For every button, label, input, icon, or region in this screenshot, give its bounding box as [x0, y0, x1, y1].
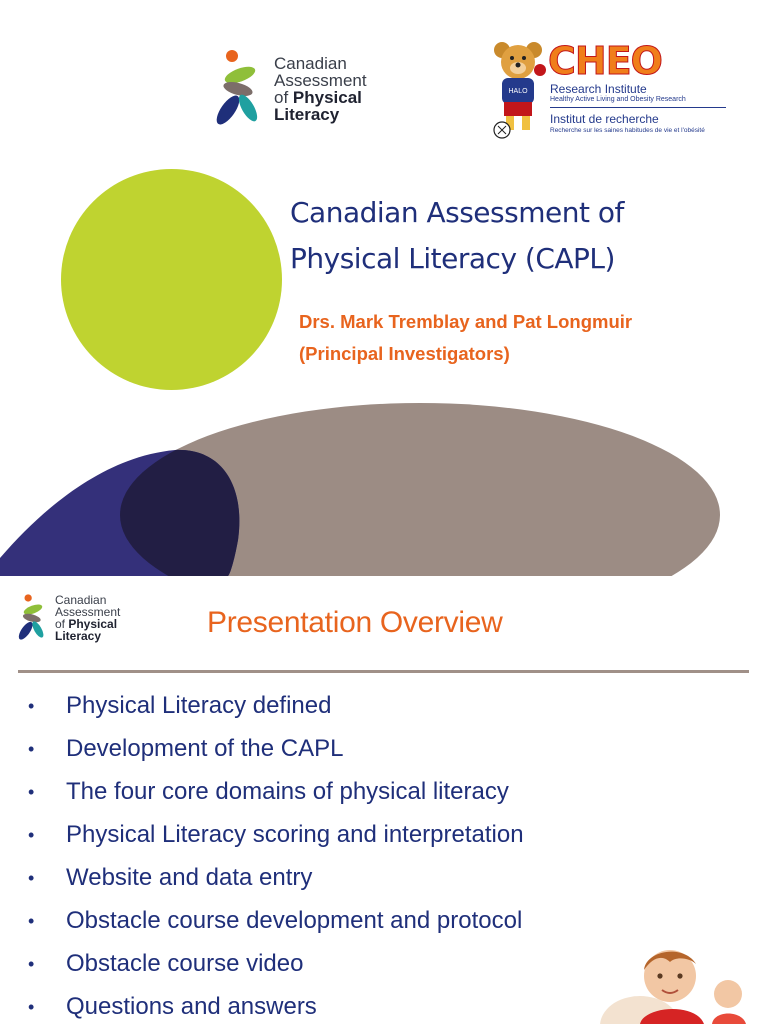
capl-word-1: Canadian	[55, 593, 107, 607]
list-item-text: Development of the CAPL	[66, 735, 344, 762]
slide-subtitle	[299, 306, 739, 370]
cheo-research-institute: Research Institute	[550, 82, 647, 96]
overview-slide	[0, 576, 768, 1024]
capl-logo	[212, 48, 367, 130]
cheo-institut: Institut de recherche	[550, 112, 659, 126]
cheo-french-tagline: Recherche sur les saines habitudes de vie et l'obésité	[550, 127, 705, 134]
capl-word-2: Assessment	[55, 605, 121, 619]
cheo-halo-tagline: Healthy Active Living and Obesity Research	[550, 96, 686, 103]
list-item	[28, 692, 524, 735]
bullet-icon: •	[28, 782, 35, 802]
cheo-divider	[550, 107, 726, 108]
capl-wordmark	[55, 594, 120, 642]
list-item	[28, 735, 524, 778]
list-item	[28, 907, 524, 950]
slide-title	[290, 190, 750, 282]
list-item	[28, 950, 524, 993]
bullet-icon: •	[28, 997, 35, 1017]
slide-subtitle-line-2: (Principal Investigators)	[299, 343, 510, 364]
list-item-text: Physical Literacy scoring and interpretation	[66, 821, 524, 848]
bullet-icon: •	[28, 868, 35, 888]
bullet-icon: •	[28, 954, 35, 974]
capl-word-3-bold: Physical	[68, 617, 118, 631]
capl-figure-icon	[212, 48, 268, 130]
capl-word-1: Canadian	[274, 54, 347, 73]
capl-word-4: Literacy	[274, 105, 340, 124]
slide-title-line-2: Physical Literacy (CAPL)	[290, 242, 615, 275]
title-divider	[18, 670, 749, 673]
cheo-logo	[488, 40, 738, 140]
capl-logo	[16, 592, 120, 644]
lime-circle-decoration	[61, 169, 282, 390]
capl-figure-icon	[16, 592, 50, 644]
list-item-text: Physical Literacy defined	[66, 692, 332, 719]
list-item	[28, 821, 524, 864]
slide-title-line-1: Canadian Assessment of	[290, 196, 624, 229]
list-item-text: The four core domains of physical literacy	[66, 778, 509, 805]
capl-word-3-prefix: of	[55, 617, 69, 631]
decorative-wave-shapes	[0, 380, 768, 576]
bullet-icon: •	[28, 696, 35, 716]
bullet-icon: •	[28, 739, 35, 759]
teddy-bear-mascot-icon	[488, 40, 548, 140]
list-item	[28, 864, 524, 907]
list-item	[28, 778, 524, 821]
slide-title: Presentation Overview	[207, 606, 503, 639]
capl-word-4: Literacy	[55, 629, 102, 643]
children-photo	[580, 936, 768, 1024]
bullet-icon: •	[28, 825, 35, 845]
list-item	[28, 993, 524, 1024]
bullet-icon: •	[28, 911, 35, 931]
slide-subtitle-line-1: Drs. Mark Tremblay and Pat Longmuir	[299, 311, 633, 332]
list-item-text: Obstacle course development and protocol	[66, 907, 523, 934]
list-item-text: Obstacle course video	[66, 950, 304, 977]
capl-word-3-bold: Physical	[292, 88, 362, 107]
capl-wordmark	[274, 55, 367, 123]
capl-word-3-prefix: of	[274, 88, 293, 107]
cheo-title: CHEO	[548, 39, 662, 83]
capl-word-2: Assessment	[274, 71, 367, 90]
overview-bullet-list	[28, 692, 524, 1024]
mascot-shirt-text: HALO	[508, 88, 528, 95]
list-item-text: Website and data entry	[66, 864, 313, 891]
capl-word-3	[274, 89, 367, 106]
list-item-text: Questions and answers	[66, 993, 317, 1020]
